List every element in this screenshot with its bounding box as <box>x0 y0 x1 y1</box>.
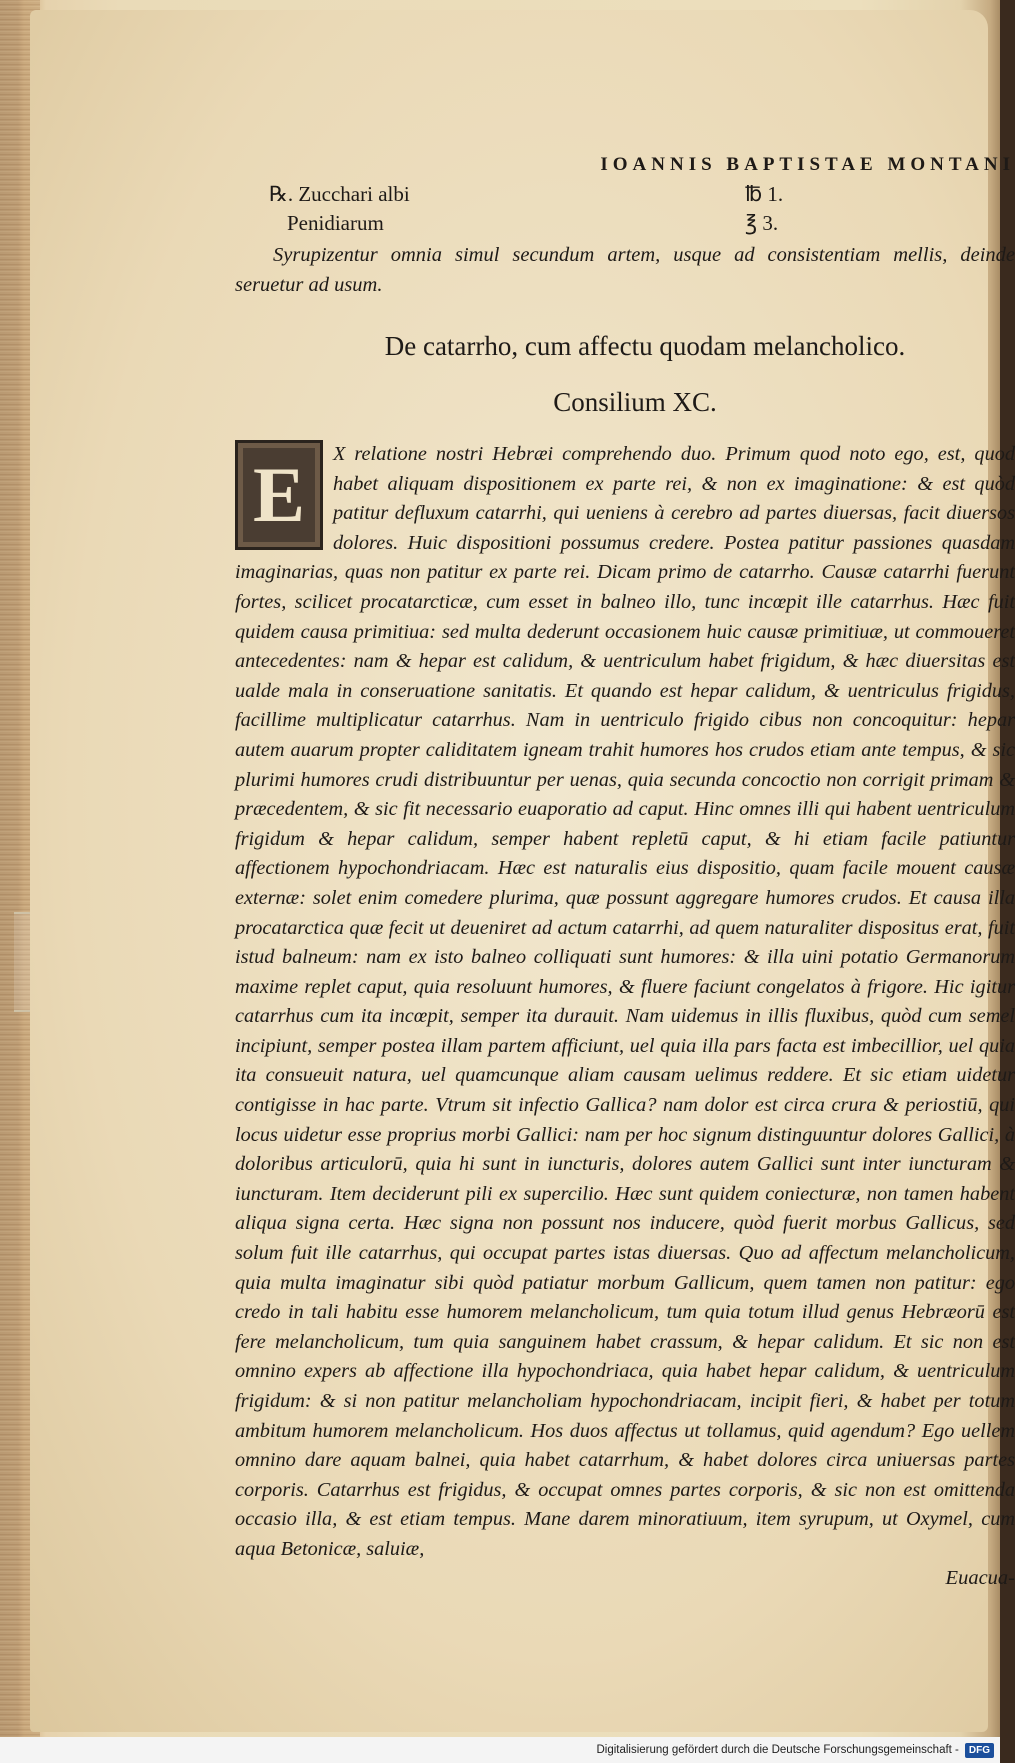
recipe-ingredient: Penidiarum <box>287 211 384 235</box>
recipe-ingredient: ℞. Zucchari albi <box>269 182 410 206</box>
body-section <box>235 440 1015 1565</box>
book-page <box>30 10 1015 1732</box>
text-block <box>235 154 1015 1590</box>
dfg-logo: DFG <box>965 1743 994 1758</box>
chapter-title: De catarrho, cum affectu quodam melancholico. <box>384 331 906 361</box>
running-head: IOANNIS BAPTISTAE MONTANI <box>600 154 1015 175</box>
intro-paragraph: Syrupizentur omnia simul secundum artem, usque ad consistentiam mellis, deinde seruetur ad usum. <box>235 244 1015 296</box>
recipe-quantity: ℔ 1. <box>745 182 784 206</box>
decorated-initial: E <box>235 440 323 550</box>
recipe-quantity: ℥ 3. <box>745 211 779 235</box>
catchword: Euacua- <box>945 1566 1015 1589</box>
recipe-row <box>235 209 1015 238</box>
body-text: X relatione nostri Hebræi comprehendo duo. Primum quod noto ego, est, quod habet aliquam dispositionem ex parte rei, & non ex imaginatione: & est quòd patitur defluxum catarrhi, qui ueniens à cerebro ad partes diuersas, facit diuersos dolores. Huic dispositioni possumus credere. Postea patitur passiones quasdam imaginarias, quas non patitur ex parte rei. Dicam primo de catarrho. Causæ catarrhi fuerunt fortes, scilicet procatarcticæ, cum esset in balneo illo, tunc incœpit ille catarrhus. Hæc fuit quidem causa primitiua: sed multa dederunt occasionem huic causæ primitiuæ, ut commoueret antecedentes: nam & hepar est calidum, & uentriculum habet frigidum, & hæc diuersitas est ualde mala in conseruatione sanitatis. Et quando est hepar calidum, & uentriculus frigidus, facillime multiplicatur catarrhus. Nam in uentriculo frigido cibus non concoquitur: hepar autem auarum propter caliditatem igneam trahit humores hos crudos etiam ante tempus, & sic plurimi humores crudi distribuuntur per uenas, quia secunda concoctio non corrigit primam & præcedentem, & sic fit necessario euaporatio ad caput. Hinc omnes illi qui habent uentriculum frigidum & hepar calidum, semper habent repletū caput, & hi etiam facile patiuntur affectionem hypochondriacam. Hæc est naturalis eius dispositio, quam facile mouent causæ externæ: solet enim comedere plurima, quæ possunt aggregare humores crudos. Et causa illa procatarctica quæ fecit ut deueniret ad actum catarrhi, ad quem naturaliter dispositus erat, fuit istud balneum: nam ex isto balneo colliquati sunt humores: & illa uini potatio Germanorum maxime replet caput, quia resoluunt humores, & fluere faciunt congelatos à frigore. Hic igitur catarrhus cum ita incœpit, semper ita durauit. Nam uidemus in illis fluxibus, quòd cum semel incipiunt, semper postea illam partem afficiunt, uel quia illa pars facta est imbecillior, uel quia ita consueuit natura, uel quamcunque aliam causam uelimus reddere. Et sic etiam uidetur contigisse in hac parte. Vtrum sit infectio Gallica? nam dolor est circa crura & periostiū, qui locus uidetur esse proprius morbi Gallici: nam per hoc signum distinguuntur dolores Gallici, à doloribus articulorū, quia hi sunt in iuncturis, dolores autem Gallici sunt inter iuncturam & iuncturam. Item deciderunt pili ex supercilio. Hæc sunt quidem coniecturæ, non tamen habent aliqua signa certa. Hæc signa non possunt nos inducere, quòd fuerit morbus Gallicus, sed solum fuit ille catarrhus, qui occupat partes istas diuersas. Quo ad affectum melancholicum, quia multa imaginatur sibi quòd patiatur morbum Gallicum, quem tamen non patitur: ego credo in tali habitu esse humorem melancholicum, tum quia totum illud genus Hebræorū est fere melancholicum, tum quia sanguinem habet crassum, & hepar calidum. Et sic non est omnino expers ab affectione illa hypochondriaca, quia habet hepar calidum, & uentriculum frigidum: & si non patitur melancholiam hypochondriacam, incipit fieri, & habet per totum ambitum humorem melancholicum. Hos duos affectus ut tollamus, quid agendum? Ego uellem omnino dare aquam balnei, quia habet catarrhum, & habet dolores circa uniuersas partes corporis. Catarrhus est frigidus, & occupat omnes partes corporis, & sic non est omittenda occasio illa, & est etiam tempus. Mane darem minoratiuum, item syrupum, ut Oxymel, cum aqua Betonicæ, saluiæ, <box>235 443 1015 1560</box>
consilium-label: Consilium XC. <box>553 387 717 417</box>
digitization-footer <box>0 1737 1000 1763</box>
recipe-row <box>235 180 1015 209</box>
footer-credit: Digitalisierung gefördert durch die Deutsche Forschungsgemeinschaft - <box>596 1744 959 1756</box>
